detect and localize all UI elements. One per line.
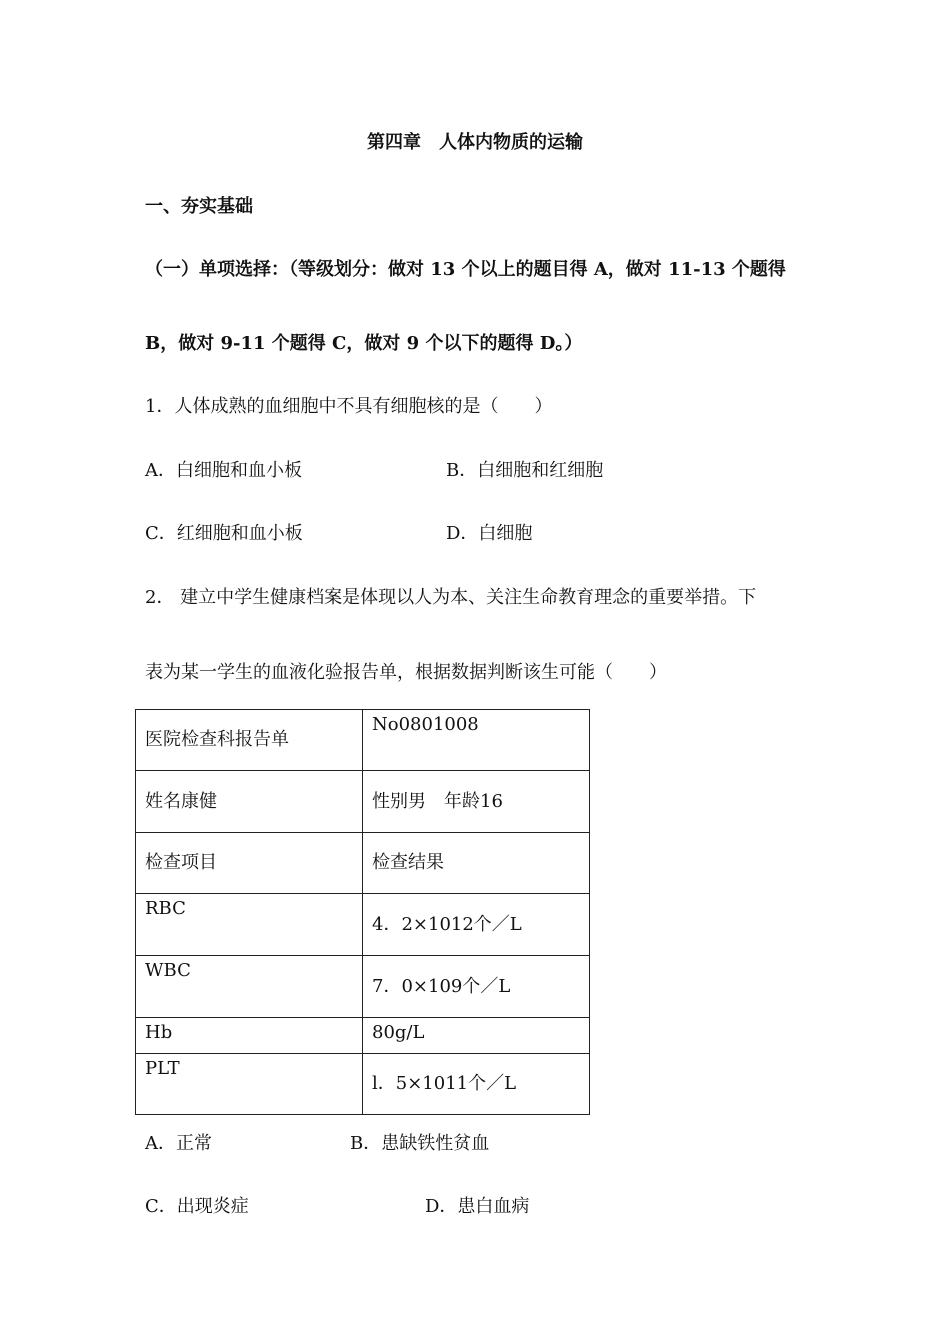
page-title: 第四章 人体内物质的运输 bbox=[367, 132, 583, 153]
table-cell: 检查结果 bbox=[363, 833, 590, 894]
question-1-option-b: B．白细胞和红细胞 bbox=[446, 460, 604, 481]
table-cell: 性别男 年龄16 bbox=[363, 771, 590, 833]
question-2-stem-line2: 表为某一学生的血液化验报告单，根据数据判断该生可能（ ） bbox=[145, 662, 667, 683]
table-cell: 医院检查科报告单 bbox=[136, 710, 363, 771]
table-cell: l．5×1011个／L bbox=[363, 1054, 590, 1115]
question-1-stem: 1．人体成熟的血细胞中不具有细胞核的是（ ） bbox=[145, 396, 553, 417]
question-2-option-b: B．患缺铁性贫血 bbox=[350, 1133, 490, 1154]
question-2-stem-line1: 2． 建立中学生健康档案是体现以人为本、关注生命教育理念的重要举措。下 bbox=[145, 587, 757, 608]
subsection-heading-line2: B，做对 9-11 个题得 C，做对 9 个以下的题得 D。） bbox=[145, 333, 583, 354]
table-row bbox=[136, 771, 590, 833]
table-cell: WBC bbox=[136, 956, 363, 1018]
question-2-option-c: C．出现炎症 bbox=[145, 1196, 249, 1217]
question-1-option-c: C．红细胞和血小板 bbox=[145, 523, 303, 544]
table-cell: 4．2×1012个／L bbox=[363, 894, 590, 956]
table-row bbox=[136, 710, 590, 771]
table-cell: RBC bbox=[136, 894, 363, 956]
table-row bbox=[136, 956, 590, 1018]
blood-test-report-table bbox=[135, 709, 590, 1115]
table-cell: PLT bbox=[136, 1054, 363, 1115]
table-cell: 80g/L bbox=[363, 1018, 590, 1054]
table-row bbox=[136, 894, 590, 956]
table-cell: No0801008 bbox=[363, 710, 590, 771]
question-1-option-a: A．白细胞和血小板 bbox=[145, 460, 302, 481]
table-cell: 检查项目 bbox=[136, 833, 363, 894]
table-row bbox=[136, 1054, 590, 1115]
section-heading: 一、夯实基础 bbox=[145, 196, 253, 217]
subsection-heading-line1: （一）单项选择：（等级划分：做对 13 个以上的题目得 A，做对 11-13 个题得 bbox=[145, 259, 786, 280]
table-cell: 7．0×109个／L bbox=[363, 956, 590, 1018]
table-cell: 姓名康健 bbox=[136, 771, 363, 833]
table-row bbox=[136, 1018, 590, 1054]
question-2-option-a: A．正常 bbox=[145, 1133, 212, 1154]
table-cell: Hb bbox=[136, 1018, 363, 1054]
question-1-option-d: D．白细胞 bbox=[446, 523, 533, 544]
table-row bbox=[136, 833, 590, 894]
question-2-option-d: D．患白血病 bbox=[425, 1196, 530, 1217]
